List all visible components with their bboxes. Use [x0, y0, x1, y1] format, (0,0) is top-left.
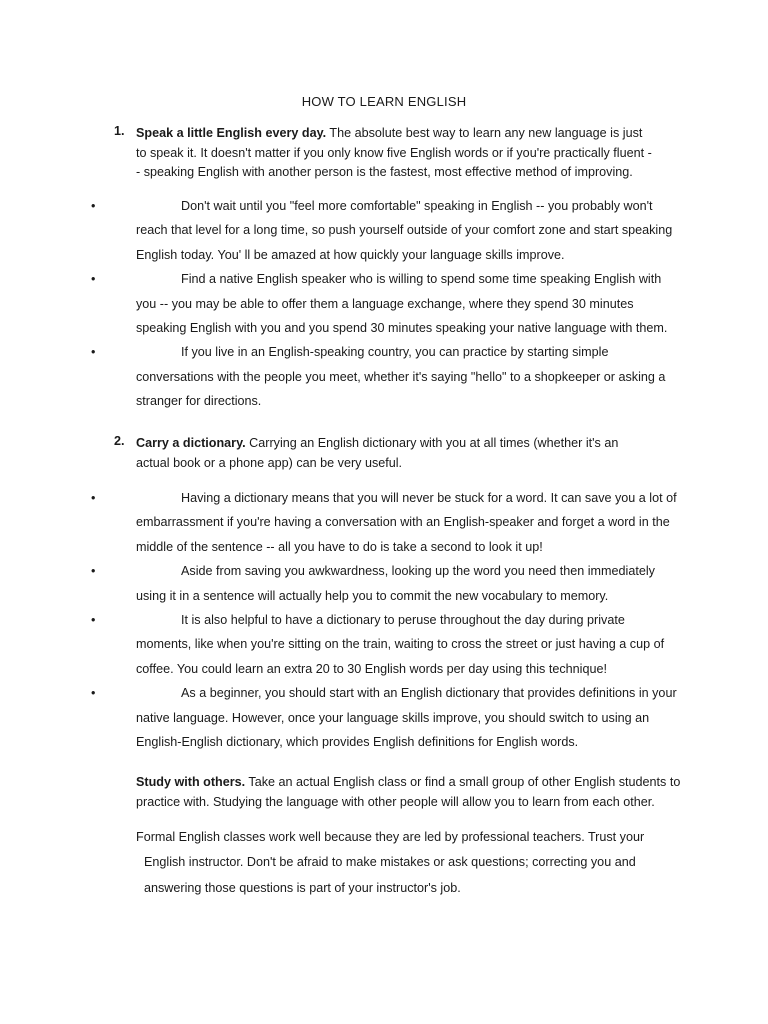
section-number: 2. — [114, 434, 125, 448]
list-item-text: Don't wait until you "feel more comfortable" speaking in English -- you probably won't reach that level for a long time, so push yourself outside of your comfort zone and start speaking English today. You' ll be amazed at how quickly your language skills improve. — [136, 199, 673, 262]
section-lead: Speak a little English every day. — [136, 126, 327, 140]
section-lead: Carry a dictionary. — [136, 436, 246, 450]
bullet-icon: • — [91, 613, 96, 628]
list-item — [91, 194, 682, 267]
section-dictionary — [114, 434, 654, 473]
bullet-icon: • — [91, 491, 96, 505]
list-item-text: If you live in an English-speaking country, you can practice by starting simple conversations with the people you meet, whether it's saying "hello" to a shopkeeper or asking a stranger for directions. — [136, 345, 666, 409]
list-item-text: Aside from saving you awkwardness, looking up the word you need then immediately using it in a sentence will actually help you to commit the new vocabulary to memory. — [136, 564, 655, 603]
section-text: Carrying an English dictionary with you at all times (whether it's an actual book or a phone app) can be very useful. — [136, 436, 619, 470]
formal-paragraph — [136, 825, 656, 901]
list-item — [91, 608, 682, 681]
list-item — [91, 267, 682, 340]
bullet-icon: • — [91, 199, 96, 213]
section-number: 1. — [114, 124, 125, 138]
list-item — [91, 340, 682, 413]
list-item — [91, 681, 682, 754]
list-item-text: Find a native English speaker who is willing to spend some time speaking English with you -- you may be able to offer them a language exchange, where they spend 30 minutes speaking English with you and you spend 30 minutes speaking your native language with them. — [136, 272, 668, 336]
list-item-text: Having a dictionary means that you will never be stuck for a word. It can save you a lot of embarrassment if you're having a conversation with an English-speaker and forget a word in the middle of the sentence -- all you have to do is take a second to look it up! — [136, 491, 677, 554]
list-item — [91, 486, 682, 559]
section-speak — [114, 124, 654, 183]
list-item-text: It is also helpful to have a dictionary to peruse throughout the day during private moments, like when you're sitting on the train, waiting to cross the street or just having a cup of coffee. You could learn an extra 20 to 30 English words per day using this technique! — [136, 613, 665, 676]
page-title: HOW TO LEARN ENGLISH — [301, 94, 467, 109]
section-paragraph — [136, 124, 654, 183]
bullet-icon: • — [91, 272, 96, 287]
list-item-text: As a beginner, you should start with an English dictionary that provides definitions in your native language. However, once your language skills improve, you should switch to using an English-English dictionary, which provides English definitions for English words. — [136, 686, 677, 750]
bullet-list-speak — [91, 194, 682, 414]
section-paragraph — [136, 434, 654, 473]
study-lead: Study with others. — [136, 775, 246, 789]
formal-first-line: Formal English classes work well because they are led by professional teachers. Trust your — [136, 830, 645, 844]
bullet-icon: • — [91, 345, 96, 360]
bullet-icon: • — [91, 564, 96, 579]
bullet-icon: • — [91, 686, 96, 701]
section-text: The absolute best way to learn any new language is just to speak it. It doesn't matter if you only know five English words or if you're practically fluent -- speaking English with another person is the fastest, most effective method of improving. — [136, 126, 652, 179]
bullet-list-dictionary — [91, 486, 682, 754]
list-item — [91, 559, 682, 608]
study-paragraph — [136, 773, 682, 812]
formal-rest-text: English instructor. Don't be afraid to make mistakes or ask questions; correcting you and answering those questions is part of your instructor's job. — [144, 855, 636, 895]
study-text: Take an actual English class or find a small group of other English students to practice with. Studying the language with other people will allow you to learn from each other. — [136, 775, 681, 809]
